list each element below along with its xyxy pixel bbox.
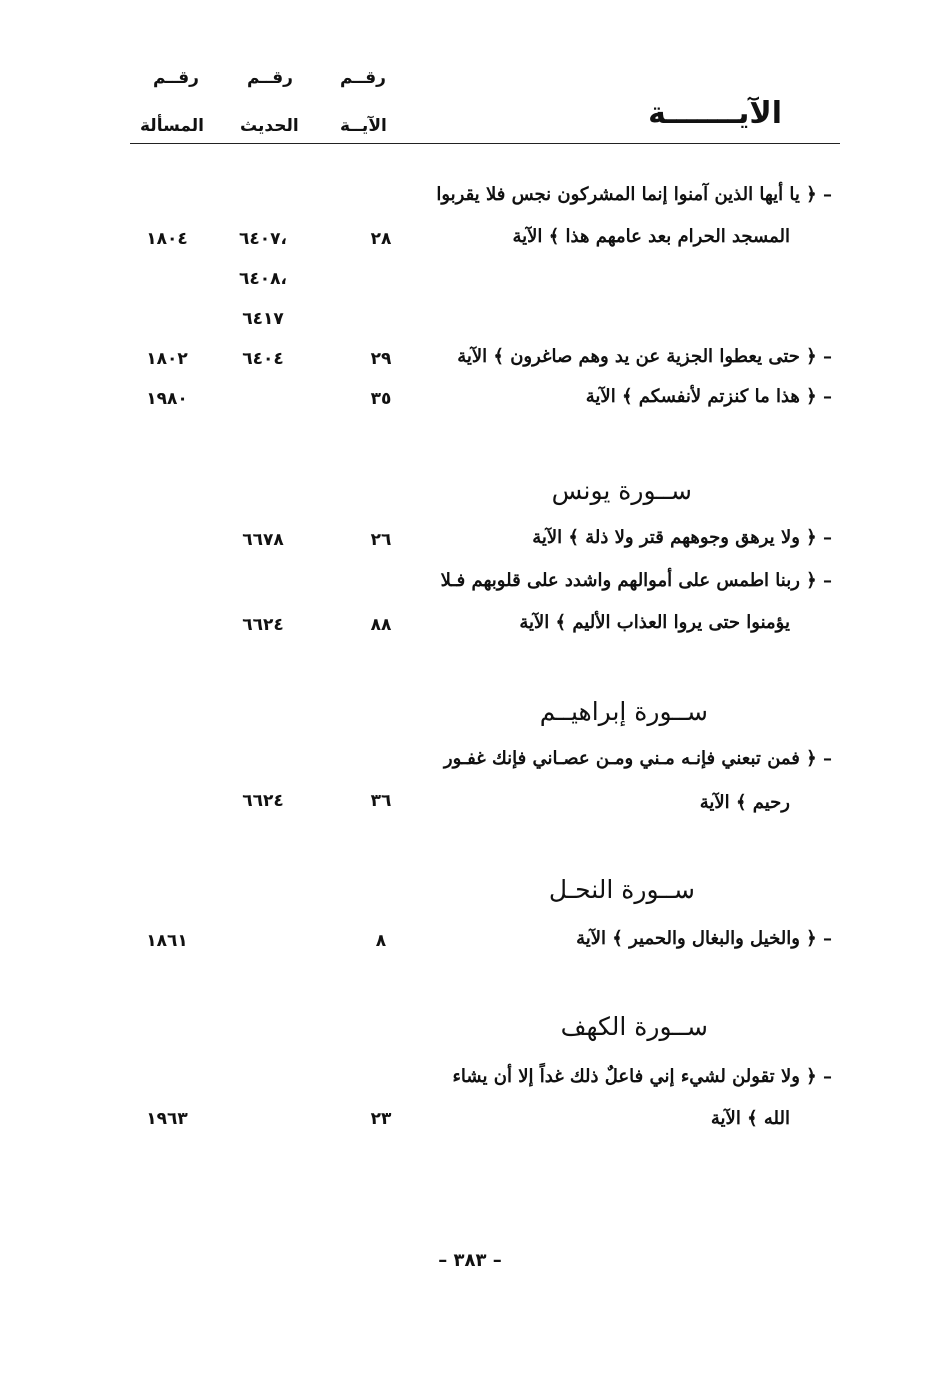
verse-line: المسجد الحرام بعد عامهم هذا ﴾ الآية: [512, 226, 790, 247]
masala-number: ١٨٦١: [146, 931, 188, 951]
ayah-number: ٢٣: [370, 1109, 392, 1129]
verse-line: رحيم ﴾ الآية: [699, 792, 790, 813]
surah-heading: ســورة النحـل: [548, 875, 695, 904]
hadith-number: ٦٦٧٨: [242, 530, 284, 550]
surah-heading: ســورة الكهف: [560, 1012, 708, 1041]
header-ayah-bottom: الآيــة: [340, 116, 387, 136]
ayah-number: ٢٩: [370, 349, 392, 369]
hadith-number: ٦٤١٧: [242, 309, 284, 329]
ayah-number: ٣٦: [370, 791, 392, 811]
verse-line: الله ﴾ الآية: [710, 1108, 790, 1129]
ayah-number: ٢٦: [370, 530, 392, 550]
verse-line: – ﴿ يا أيها الذين آمنوا إنما المشركون نجس فلا يقربوا: [436, 184, 832, 205]
ayah-number: ٨: [375, 931, 387, 951]
hadith-number: ٦٦٢٤: [242, 791, 284, 811]
hadith-number: ٦٦٢٤: [242, 615, 284, 635]
verse-line: – ﴿ والخيل والبغال والحمير ﴾ الآية: [576, 928, 832, 949]
verse-line: – ﴿ حتى يعطوا الجزية عن يد وهم صاغرون ﴾ الآية: [457, 346, 832, 367]
ayah-number: ٣٥: [370, 389, 392, 409]
verse-line: – ﴿ ولا يرهق وجوههم قتر ولا ذلة ﴾ الآية: [532, 527, 832, 548]
header-divider: [130, 143, 840, 144]
surah-heading: ســورة إبراهيــم: [539, 697, 708, 726]
header-masala-bottom: المسألة: [140, 116, 204, 136]
masala-number: ١٩٨٠: [146, 389, 188, 409]
ayah-number: ٨٨: [370, 615, 392, 635]
surah-heading: ســورة يونس: [551, 476, 692, 505]
header-ayah-top: رقــم: [340, 68, 386, 88]
verse-line: – ﴿ هذا ما كنزتم لأنفسكم ﴾ الآية: [585, 386, 832, 407]
verse-line: – ﴿ فمن تبعني فإنـه مـني ومـن عصـاني فإنك غفـور: [443, 748, 832, 769]
masala-number: ١٨٠٢: [146, 349, 188, 369]
header-hadith-bottom: الحديث: [240, 116, 299, 136]
page-number: – ٣٨٣ –: [438, 1250, 502, 1271]
hadith-number: ٦٤٠٤: [242, 349, 284, 369]
verse-line: يؤمنوا حتى يروا العذاب الأليم ﴾ الآية: [519, 612, 790, 633]
hadith-number: ٦٤٠٨،: [239, 269, 287, 289]
verse-line: – ﴿ ولا تقولن لشيء إني فاعلٌ ذلك غداً إلا أن يشاء: [452, 1066, 832, 1087]
hadith-number: ٦٤٠٧،: [239, 229, 287, 249]
ayah-number: ٢٨: [370, 229, 392, 249]
header-title: الآيـــــــة: [648, 96, 782, 131]
header-hadith-top: رقــم: [247, 68, 293, 88]
masala-number: ١٨٠٤: [146, 229, 188, 249]
header-masala-top: رقــم: [153, 68, 199, 88]
verse-line: – ﴿ ربنا اطمس على أموالهم واشدد على قلوبهم فـلا: [440, 570, 832, 591]
masala-number: ١٩٦٣: [146, 1109, 188, 1129]
